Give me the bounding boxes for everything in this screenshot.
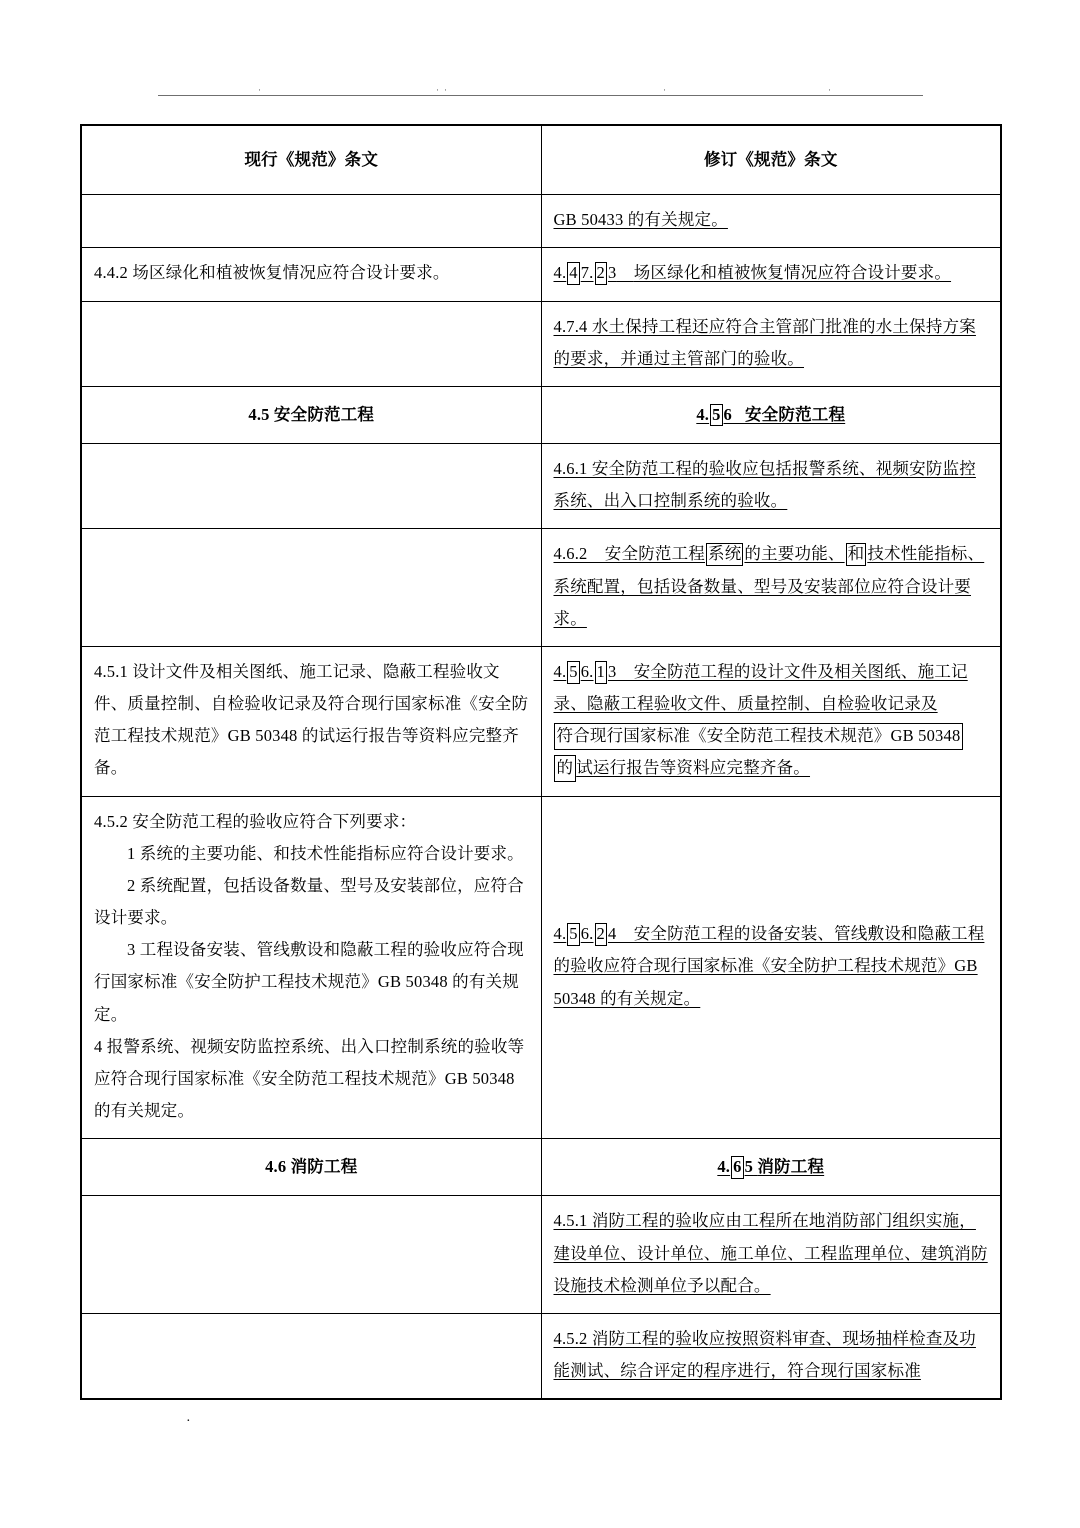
cell-current-section-45: 4.5 安全防范工程 bbox=[81, 386, 541, 443]
cell-revised-section-456 bbox=[541, 386, 1001, 443]
revised-text: 4.6.1 安全防范工程的验收应包括报警系统、视频安防监控系统、出入口控制系统的验收。 bbox=[553, 459, 976, 511]
revised-text: 4.5.2 消防工程的验收应按照资料审查、现场抽样检查及功能测试、综合评定的程序进行，符合现行国家标准 bbox=[553, 1328, 976, 1381]
table-row-section bbox=[81, 386, 1001, 443]
page-footer-mark: · bbox=[186, 1414, 191, 1429]
revised-text: GB 50433 的有关规定。 bbox=[553, 210, 728, 230]
revised-section-title-465: 4. 6 5 消防工程 bbox=[717, 1157, 824, 1176]
header-rule bbox=[158, 95, 923, 96]
column-header-revised: 修订《规范》条文 bbox=[541, 125, 1001, 195]
cell-revised-4513 bbox=[541, 646, 1001, 796]
current-452-line-3: 2 系统配置，包括设备数量、型号及安装部位，应符合设计要求。 bbox=[94, 875, 524, 928]
table-row bbox=[81, 646, 1001, 796]
cell-current-empty bbox=[81, 444, 541, 529]
header-mark-2: · bbox=[436, 85, 439, 95]
header-mark-5: · bbox=[828, 85, 831, 95]
cell-current-452 bbox=[81, 796, 541, 1139]
table-row bbox=[81, 1196, 1001, 1314]
cell-revised-461 bbox=[541, 444, 1001, 529]
revised-text: 4.5.1 消防工程的验收应由工程所在地消防部门组织实施，建设单位、设计单位、施工单位、工程监理单位、建筑消防设施技术检测单位予以配合。 bbox=[553, 1211, 988, 1295]
revised-text: 4.7.4 水土保持工程还应符合主管部门批准的水土保持方案的要求，并通过主管部门的验收。 bbox=[553, 316, 976, 368]
table-row bbox=[81, 796, 1001, 1139]
cell-current-442: 4.4.2 场区绿化和植被恢复情况应符合设计要求。 bbox=[81, 248, 541, 301]
revised-text-442: 4. 4 7. 2 3 场区绿化和植被恢复情况应符合设计要求。 bbox=[554, 263, 952, 282]
table-header-row bbox=[81, 125, 1001, 195]
table-row bbox=[81, 529, 1001, 647]
edit-box-digit: 2 bbox=[595, 262, 607, 285]
cell-current-empty bbox=[81, 529, 541, 647]
cell-revised-451-fire bbox=[541, 1196, 1001, 1314]
header-mark-4: · bbox=[663, 85, 666, 95]
cell-current-empty bbox=[81, 195, 541, 248]
edit-box-digit: 5 bbox=[567, 661, 579, 684]
cell-revised-4524 bbox=[541, 796, 1001, 1139]
header-mark-3: · bbox=[444, 85, 447, 95]
edit-box-digit: 5 bbox=[710, 404, 722, 427]
cell-current-empty bbox=[81, 301, 541, 386]
table-row-section bbox=[81, 1139, 1001, 1196]
cell-revised-section-465 bbox=[541, 1139, 1001, 1196]
table-row bbox=[81, 444, 1001, 529]
edit-box-word: 系统 bbox=[706, 543, 743, 566]
current-452-line-2: 1 系统的主要功能、和技术性能指标应符合设计要求。 bbox=[127, 843, 524, 863]
cell-revised-gb50433 bbox=[541, 195, 1001, 248]
cell-revised-462 bbox=[541, 529, 1001, 647]
edit-box-phrase: 符合现行国家标准《安全防范工程技术规范》GB 50348 bbox=[554, 723, 964, 750]
revised-section-title: 4. 5 6 安全防范工程 bbox=[696, 405, 845, 424]
header-mark-1: · bbox=[258, 85, 261, 95]
cell-revised-4723 bbox=[541, 248, 1001, 301]
edit-box-digit: 2 bbox=[595, 923, 607, 946]
cell-current-section-46: 4.6 消防工程 bbox=[81, 1139, 541, 1196]
column-header-current: 现行《规范》条文 bbox=[81, 125, 541, 195]
current-452-line-5: 4 报警系统、视频安防监控系统、出入口控制系统的验收等应符合现行国家标准《安全防范工程技术规范》GB 50348 的有关规定。 bbox=[94, 1036, 525, 1121]
edit-box-char: 的 bbox=[554, 755, 577, 782]
cell-current-451: 4.5.1 设计文件及相关图纸、施工记录、隐蔽工程验收文件、质量控制、自检验收记录及符合现行国家标准《安全防范工程技术规范》GB 50348 的试运行报告等资料应完整齐备。 bbox=[81, 646, 541, 796]
revised-text-4513: 4. 5 6. 1 3 安全防范工程的设计文件及相关图纸、施工记录、隐蔽工程验收文件、质量控制、自检验收记录及符合现行国家标准《安全防范工程技术规范》GB 50348 的 试运行报告等资料应完整齐备。 bbox=[554, 662, 968, 778]
current-452-line-1: 4.5.2 安全防范工程的验收应符合下列要求： bbox=[94, 811, 417, 831]
edit-box-digit: 6 bbox=[731, 1156, 743, 1179]
current-452-line-4: 3 工程设备安装、管线敷设和隐蔽工程的验收应符合现行国家标准《安全防护工程技术规范》GB 50348 的有关规定。 bbox=[94, 940, 524, 1024]
edit-box-digit: 5 bbox=[567, 923, 579, 946]
table-row bbox=[81, 248, 1001, 301]
edit-box-word: 和 bbox=[846, 543, 867, 566]
edit-box-digit: 1 bbox=[595, 661, 607, 684]
table-row bbox=[81, 301, 1001, 386]
cell-current-empty bbox=[81, 1196, 541, 1314]
table-row bbox=[81, 195, 1001, 248]
cell-revised-452-fire bbox=[541, 1313, 1001, 1399]
comparison-table bbox=[80, 124, 1002, 1400]
cell-current-empty bbox=[81, 1313, 541, 1399]
cell-revised-474 bbox=[541, 301, 1001, 386]
edit-box-digit: 4 bbox=[567, 262, 579, 285]
revised-text-4524: 4. 5 6. 2 4 安全防范工程的设备安装、管线敷设和隐蔽工程的验收应符合现行国家标准《安全防护工程技术规范》GB 50348 的有关规定。 bbox=[553, 924, 985, 1008]
table-row bbox=[81, 1313, 1001, 1399]
revised-text-462: 4.6.2 安全防范工程 系统 的主要功能、 和 技术性能指标、系统配置，包括设备数量、型号及安装部位应符合设计要求。 bbox=[553, 544, 985, 628]
